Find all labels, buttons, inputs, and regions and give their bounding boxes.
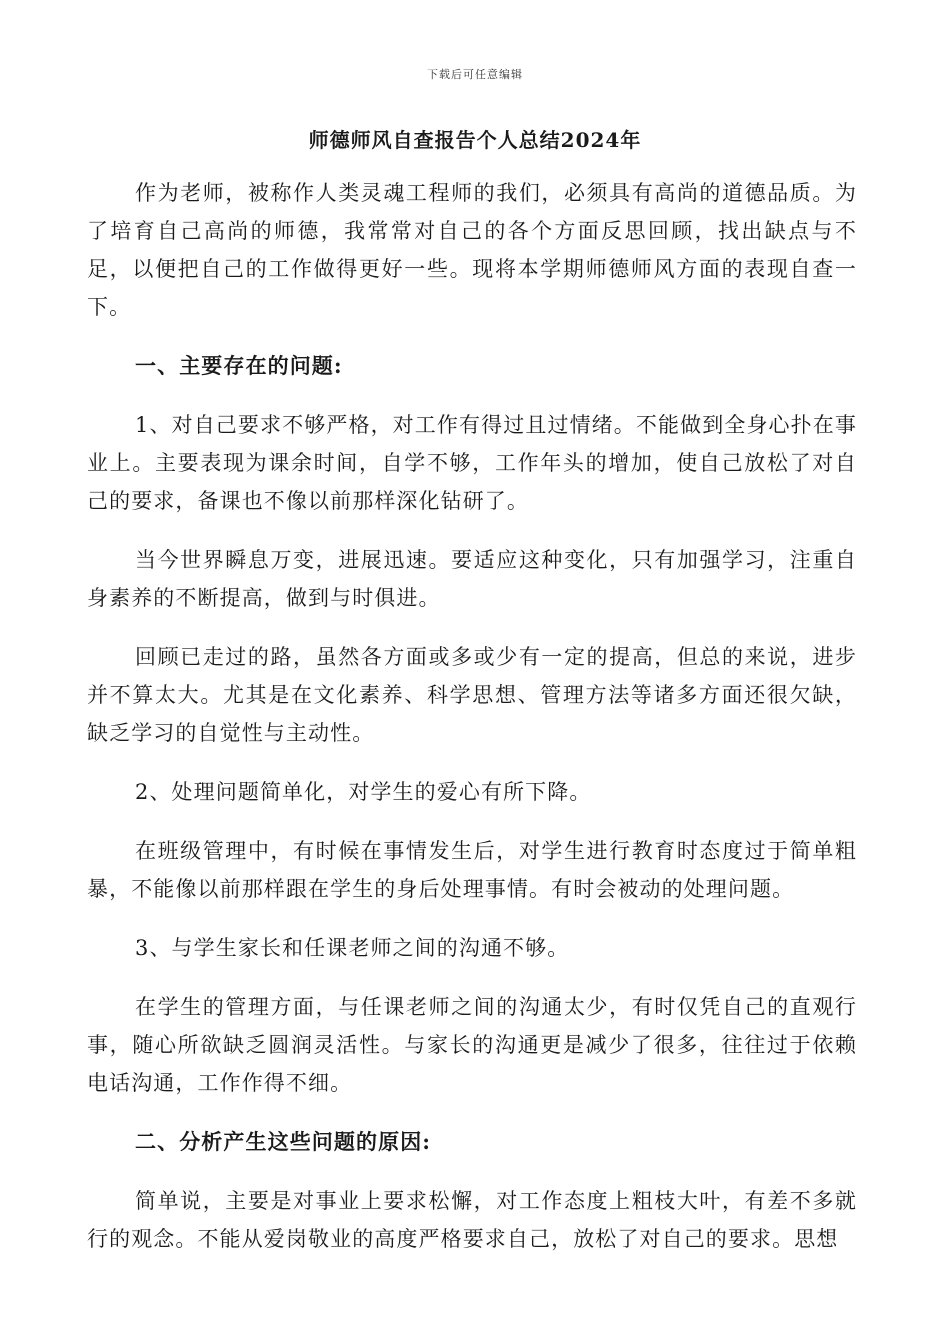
header-note: 下载后可任意编辑	[427, 68, 523, 81]
paragraph-problem-3: 3、与学生家长和任课老师之间的沟通不够。	[135, 936, 570, 960]
paragraph-problem-1: 1、对自己要求不够严格，对工作有得过且过情绪。不能做到全身心扑在事业上。主要表现为课余时间，自学不够，工作年头的增加，使自己放松了对自己的要求，备课也不像以前那样深化钻研了。	[87, 413, 857, 513]
paragraph-class-management: 在班级管理中，有时候在事情发生后，对学生进行教育时态度过于简单粗暴，不能像以前那样跟在学生的身后处理事情。有时会被动的处理问题。	[87, 839, 857, 901]
paragraph-intro: 作为老师，被称作人类灵魂工程师的我们，必须具有高尚的道德品质。为了培育自己高尚的师德，我常常对自己的各个方面反思回顾，找出缺点与不足，以便把自己的工作做得更好一些。现将本学期师德师风方面的表现自查一下。	[87, 181, 857, 319]
document-title: 师德师风自查报告个人总结2024年	[308, 128, 642, 152]
paragraph-communication: 在学生的管理方面，与任课老师之间的沟通太少，有时仅凭自己的直观行事，随心所欲缺乏圆润灵活性。与家长的沟通更是减少了很多，往往过于依赖电话沟通，工作作得不细。	[87, 995, 857, 1095]
section-heading-causes: 二、分析产生这些问题的原因:	[135, 1129, 432, 1154]
paragraph-problem-2: 2、处理问题简单化，对学生的爱心有所下降。	[135, 780, 592, 804]
paragraph-world-change: 当今世界瞬息万变，进展迅速。要适应这种变化，只有加强学习，注重自身素养的不断提高，做到与时俱进。	[87, 548, 857, 610]
document-body	[87, 174, 857, 1279]
paragraph-causes: 简单说，主要是对事业上要求松懈，对工作态度上粗枝大叶，有差不多就行的观念。不能从爱岗敬业的高度严格要求自己，放松了对自己的要求。思想	[87, 1189, 857, 1251]
paragraph-review: 回顾已走过的路，虽然各方面或多或少有一定的提高，但总的来说，进步并不算太大。尤其是在文化素养、科学思想、管理方法等诸多方面还很欠缺，缺乏学习的自觉性与主动性。	[87, 645, 857, 745]
section-heading-problems: 一、主要存在的问题:	[135, 353, 343, 378]
